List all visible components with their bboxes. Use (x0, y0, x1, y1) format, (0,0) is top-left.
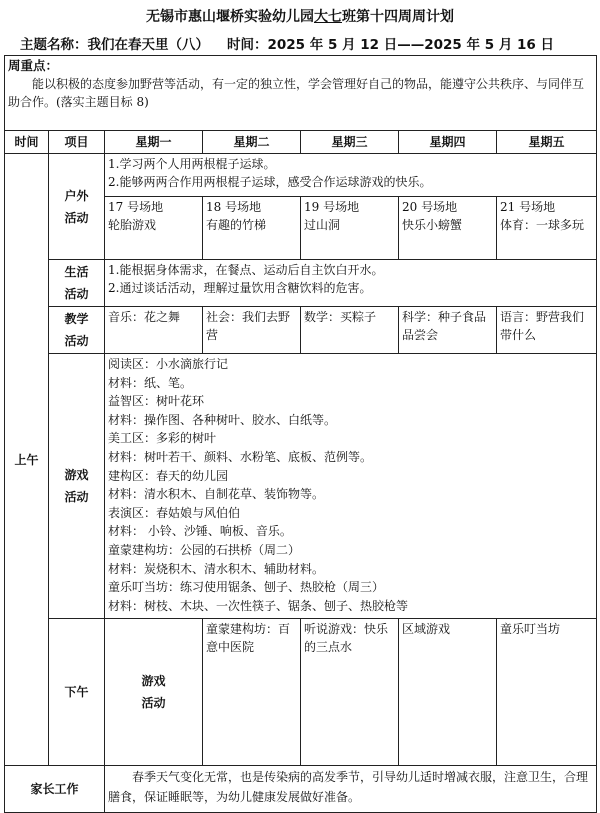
teaching-thu: 科学：种子食品品尝会 (399, 307, 497, 354)
life-row (5, 260, 597, 307)
time-value: 2025 年 5 月 12 日——2025 年 5 月 16 日 (267, 37, 555, 53)
games-line: 材料：操作图、各种树叶、胶水、白纸等。 (108, 412, 337, 427)
outdoor-thu (399, 197, 497, 260)
teaching-fri: 语言：野营我们带什么 (497, 307, 597, 354)
games-line: 材料：炭烧积木、清水积木、辅助材料。 (108, 561, 325, 576)
title-week: 班第十四周周计划 (342, 9, 454, 25)
outdoor-goals (105, 154, 597, 197)
games-line: 阅读区：小水滴旅行记 (108, 357, 229, 371)
life-content (105, 260, 597, 307)
games-line: 材料：树叶若干、颜料、水粉笔、底板、范例等。 (108, 449, 373, 464)
outdoor-wed (301, 197, 399, 260)
outdoor-tue (203, 197, 301, 260)
teaching-row (5, 307, 597, 354)
subtitle-line (20, 33, 590, 53)
page-title (0, 6, 600, 26)
life-label-text: 生活活动 (64, 265, 89, 301)
col-wed: 星期三 (301, 131, 399, 154)
outdoor-mon (105, 197, 203, 260)
col-fri: 星期五 (497, 131, 597, 154)
afternoon-tue: 听说游戏：快乐的三点水 (301, 619, 399, 766)
title-class: 大七 (314, 9, 342, 25)
games-label (49, 354, 105, 619)
focus-row (5, 56, 597, 131)
life-line-1: 1.能根据身体需求，在餐点、运动后自主饮白开水。 (108, 263, 384, 277)
games-row (5, 354, 597, 619)
time-label: 时间： (227, 37, 268, 53)
games-line: 益智区：树叶花环 (108, 394, 205, 409)
col-item: 项目 (49, 131, 105, 154)
outdoor-goals-row (5, 154, 597, 197)
teaching-mon: 音乐：花之舞 (105, 307, 203, 354)
theme-value: 我们在春天里（八） (87, 37, 209, 53)
afternoon-mon: 童蒙建构坊：百意中医院 (203, 619, 301, 766)
games-label-text: 游戏活动 (64, 468, 89, 504)
game-thu: 快乐小螃蟹 (402, 218, 463, 232)
teaching-label-text: 教学活动 (64, 312, 89, 348)
venue-fri: 21 号场地 (500, 200, 556, 214)
theme-label: 主题名称： (20, 37, 88, 53)
game-fri: 体育：一球多玩 (500, 218, 585, 232)
games-line: 材料：清水积木、自制花草、装饰物等。 (108, 487, 325, 502)
outdoor-goal-1: 1.学习两个人用两根棍子运球。 (108, 157, 276, 171)
teaching-wed: 数学：买粽子 (301, 307, 399, 354)
col-time: 时间 (5, 131, 49, 154)
game-tue: 有趣的竹梯 (206, 218, 267, 232)
games-line: 材料： 小铃、沙锤、响板、音乐。 (108, 524, 292, 539)
col-tue: 星期二 (203, 131, 301, 154)
focus-cell (5, 56, 597, 131)
column-header-row (5, 131, 597, 154)
games-content (105, 354, 597, 619)
parents-label: 家长工作 (5, 766, 105, 813)
venue-wed: 19 号场地 (304, 200, 360, 214)
teaching-label (49, 307, 105, 354)
title-school: 无锡市惠山堰桥实验幼儿园 (146, 9, 314, 25)
venue-mon: 17 号场地 (108, 200, 164, 214)
afternoon-games-label (105, 619, 203, 766)
afternoon-label: 下午 (49, 619, 105, 766)
game-mon: 轮胎游戏 (108, 218, 157, 232)
venue-tue: 18 号场地 (206, 200, 262, 214)
venue-thu: 20 号场地 (402, 200, 458, 214)
games-line: 表演区：春姑娘与风伯伯 (108, 505, 241, 520)
col-thu: 星期四 (399, 131, 497, 154)
life-line-2: 2.通过谈话活动，理解过量饮用含糖饮料的危害。 (108, 281, 372, 295)
game-wed: 过山洞 (304, 218, 341, 232)
afternoon-row (5, 619, 597, 766)
afternoon-wed: 区域游戏 (399, 619, 497, 766)
weekly-plan-table (4, 55, 597, 813)
games-line: 材料：纸、笔。 (108, 375, 193, 390)
morning-label: 上午 (5, 154, 49, 766)
games-line: 美工区：多彩的树叶 (108, 431, 217, 446)
focus-label: 周重点： (8, 58, 59, 73)
focus-text: 能以积极的态度参加野营等活动，有一定的独立性，学会管理好自己的物品，能遵守公共秩序、与同伴互助合作。(落实主题目标 8) (8, 77, 585, 109)
games-line: 材料：树枝、木块、一次性筷子、锯条、刨子、热胶枪等 (108, 598, 409, 613)
outdoor-fri (497, 197, 597, 260)
games-line: 童蒙建构坊：公园的石拱桥（周二） (108, 542, 301, 557)
afternoon-games-label-text: 游戏活动 (141, 674, 166, 710)
life-label (49, 260, 105, 307)
outdoor-goal-2: 2.能够两两合作用两根棍子运球，感受合作运球游戏的快乐。 (108, 175, 432, 189)
col-mon: 星期一 (105, 131, 203, 154)
outdoor-label (49, 154, 105, 260)
parents-text: 春季天气变化无常，也是传染病的高发季节，引导幼儿适时增减衣服，注意卫生，合理膳食，保证睡眠等，为幼儿健康发展做好准备。 (105, 766, 597, 813)
teaching-tue: 社会：我们去野营 (203, 307, 301, 354)
afternoon-thu: 童乐叮当坊 (497, 619, 597, 766)
parents-row (5, 766, 597, 813)
outdoor-label-text: 户外活动 (64, 188, 89, 225)
games-line: 童乐叮当坊：练习使用锯条、刨子、热胶枪（周三） (108, 580, 385, 595)
games-line: 建构区：春天的幼儿园 (108, 468, 229, 483)
